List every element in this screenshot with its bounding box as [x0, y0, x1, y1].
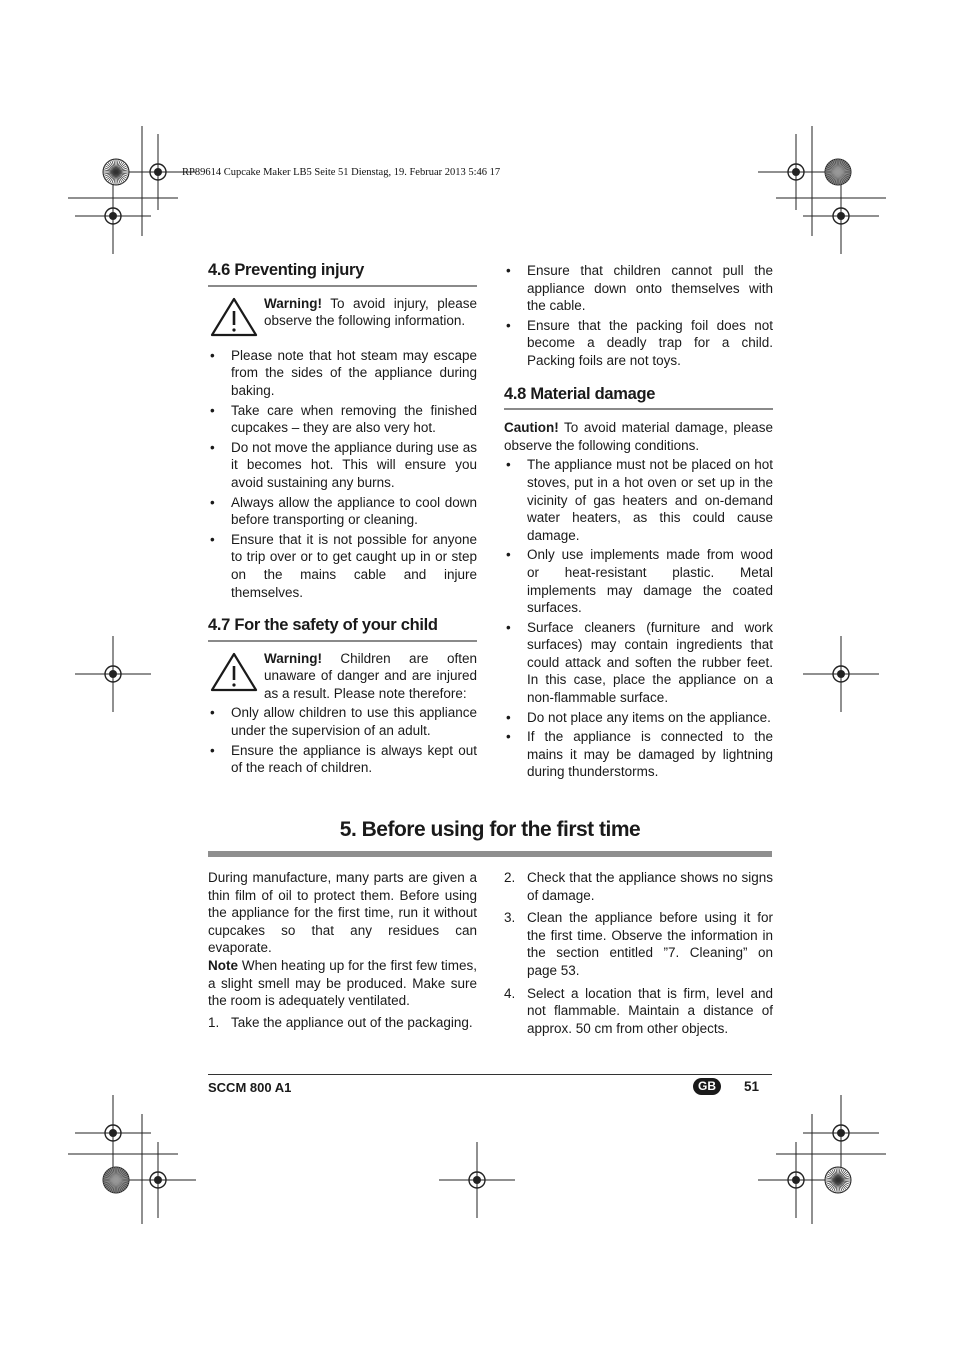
- bullet-list-4-8: [504, 456, 773, 781]
- caution-text: To avoid material damage, please observe the following conditions.: [504, 420, 773, 453]
- registration-target-mark: [120, 1142, 196, 1218]
- list-item: • Always allow the appliance to cool down before transporting or cleaning.: [208, 494, 477, 529]
- step-text: Select a location that is firm, level and not flammable. Maintain a distance of approx. 50 cm from other objects.: [527, 985, 773, 1036]
- warning-text: To avoid injury, please observe the following information.: [264, 295, 477, 329]
- right-column: [504, 262, 773, 783]
- list-item: • The appliance must not be placed on hot stoves, put in a hot oven or set up in the vicinity of gas heaters and on-demand water heaters, as this could cause damage.: [504, 456, 773, 544]
- list-item: • Ensure the appliance is always kept out of the reach of children.: [208, 742, 477, 777]
- section-title-4-8: 4.8 Material damage: [504, 386, 773, 411]
- chapter-title: 5. Before using for the first time: [339, 818, 641, 841]
- intro-paragraph: During manufacture, many parts are given a thin film of oil to protect them. Before using the appliance for the first time, run it without cupcakes so that any residues can evaporate.: [208, 870, 477, 956]
- list-item: [504, 985, 773, 1038]
- note-label: Note: [208, 957, 238, 973]
- note-paragraph: [208, 957, 477, 1010]
- list-item: • Ensure that it is not possible for anyone to trip over or to get caught up in or step on the mains cable and injure themselves.: [208, 531, 477, 601]
- language-badge: GB: [693, 1078, 721, 1095]
- note-text: When heating up for the first few times, a slight smell may be produced. Make sure the room is adequately ventilated.: [208, 957, 477, 1009]
- color-calibration-mark: [103, 1167, 129, 1193]
- registration-target-mark: [803, 178, 879, 254]
- list-item: • Do not move the appliance during use as it becomes hot. This will ensure you avoid sustaining any burns.: [208, 439, 477, 492]
- step-text: Clean the appliance before using it for the first time. Observe the information in the section entitled ”7. Cleaning” on page 53.: [527, 910, 773, 978]
- list-item: [504, 869, 773, 904]
- warning-label: Warning!: [264, 650, 322, 666]
- list-item: [208, 1014, 477, 1032]
- color-calibration-mark: [825, 159, 851, 185]
- registration-target-mark: [803, 1095, 879, 1171]
- section5-left-column: [208, 869, 477, 1036]
- footer-model: SCCM 800 A1: [208, 1080, 292, 1095]
- color-calibration-mark: [103, 159, 129, 185]
- registration-target-mark: [75, 636, 151, 712]
- step-text: Check that the appliance shows no signs of damage.: [527, 870, 773, 903]
- step-number: 4.: [504, 985, 516, 1001]
- warning-block-4-6: [208, 295, 477, 330]
- list-item: • Only use implements made from wood or heat-resistant plastic. Metal implements may damage the coated surfaces.: [504, 546, 773, 616]
- registration-target-mark: [75, 178, 151, 254]
- list-item: [504, 909, 773, 979]
- step-text: Take the appliance out of the packaging.: [231, 1014, 473, 1030]
- registration-target-mark: [439, 1142, 515, 1218]
- registration-target-mark: [803, 636, 879, 712]
- page-number: 51: [744, 1079, 760, 1094]
- color-calibration-mark: [825, 1167, 851, 1193]
- caution-paragraph: [504, 419, 773, 454]
- left-column: [208, 262, 477, 779]
- list-item: • Ensure that the packing foil does not become a deadly trap for a child. Packing foils are not toys.: [504, 317, 773, 370]
- warning-triangle-icon: [210, 297, 258, 337]
- section-title-4-6: 4.6 Preventing injury: [208, 262, 477, 287]
- bullet-list-4-7-right: [504, 262, 773, 370]
- step-number: 1.: [208, 1014, 220, 1030]
- step-number: 2.: [504, 870, 516, 885]
- list-item: • If the appliance is connected to the mains it may be damaged by lightning during thunderstorms.: [504, 728, 773, 781]
- bullet-list-4-6: [208, 347, 477, 601]
- bullet-list-4-7-left: [208, 704, 477, 776]
- chapter-title-rule: [208, 851, 772, 857]
- warning-triangle-icon: [210, 652, 258, 692]
- list-item: • Please note that hot steam may escape from the sides of the appliance during baking.: [208, 347, 477, 400]
- warning-text: Children are often unaware of danger and are injured as a result. Please note therefore:: [264, 650, 477, 701]
- list-item: • Do not place any items on the appliance.: [504, 709, 773, 727]
- list-item: • Ensure that children cannot pull the appliance down onto themselves with the cable.: [504, 262, 773, 315]
- warning-label: Warning!: [264, 295, 322, 311]
- steps-list-left: [208, 1014, 477, 1032]
- list-item: • Surface cleaners (furniture and work surfaces) may contain ingredients that could attack and soften the rubber feet. In this case, place the appliance on a non-flammable surface.: [504, 619, 773, 707]
- warning-block-4-7: [208, 650, 477, 703]
- footer-rule: [208, 1074, 772, 1075]
- registration-target-mark: [75, 1095, 151, 1171]
- list-item: • Take care when removing the finished cupcakes – they are also very hot.: [208, 402, 477, 437]
- print-info-line: RP89614 Cupcake Maker LB5 Seite 51 Dienstag, 19. Februar 2013 5:46 17: [182, 167, 501, 178]
- steps-list-right: [504, 869, 773, 1037]
- section-title-4-7: 4.7 For the safety of your child: [208, 617, 477, 642]
- step-number: 3.: [504, 910, 516, 926]
- caution-label: Caution!: [504, 420, 559, 436]
- list-item: • Only allow children to use this appliance under the supervision of an adult.: [208, 704, 477, 739]
- section5-right-column: [504, 869, 773, 1042]
- registration-target-mark: [758, 1142, 834, 1218]
- registration-target-mark: [758, 134, 834, 210]
